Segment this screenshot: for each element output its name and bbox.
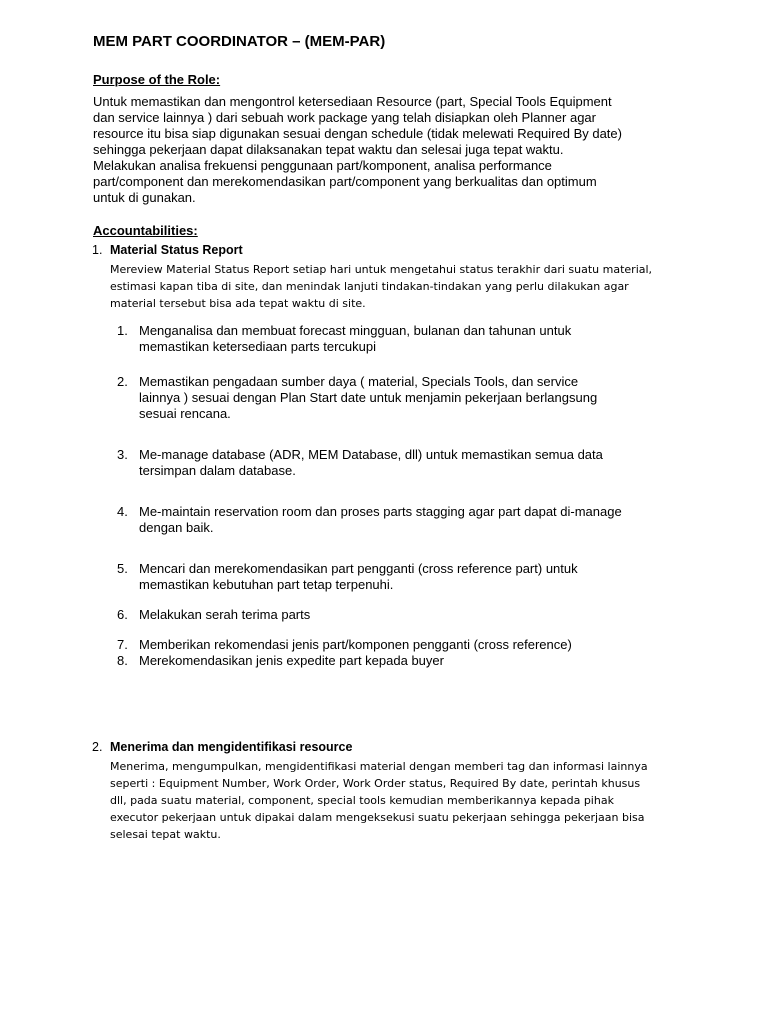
list-item-line: Merekomendasikan jenis expedite part kepada buyer [139,653,444,668]
purpose-line: untuk di gunakan. [93,190,196,205]
list-item-line: memastikan ketersediaan parts tercukupi [139,339,377,354]
purpose-paragraph [93,94,683,206]
list-item-line: dengan baik. [139,520,214,535]
list-item-number: 5. [117,561,128,576]
description-line: estimasi kapan tiba di site, dan menindak lanjuti tindakan-tindakan yang perlu dilakukan agar [110,280,629,293]
list-item [117,653,675,669]
purpose-line: resource itu bisa siap digunakan sesuai dengan schedule (tidak melewati Required By date) [93,126,622,141]
description-line: dll, pada suatu material, component, special tools kemudian memberikannya kepada pihak [110,794,614,807]
accountability-item-title [92,740,352,754]
accountability-number: 2. [92,740,103,754]
description-line: material tersebut bisa ada tepat waktu di site. [110,297,366,310]
list-item-number: 7. [117,637,128,652]
list-item-number: 3. [117,447,128,462]
list-item [117,561,675,593]
list-item [117,504,675,536]
purpose-line: sehingga pekerjaan dapat dilaksanakan tepat waktu dan selesai juga tepat waktu. [93,142,564,157]
list-item-line: memastikan kebutuhan part tetap terpenuhi. [139,577,394,592]
list-item-line: Me-manage database (ADR, MEM Database, dll) untuk memastikan semua data [139,447,603,462]
list-item-line: Menganalisa dan membuat forecast mingguan, bulanan dan tahunan untuk [139,323,572,338]
list-item-line: lainnya ) sesuai dengan Plan Start date untuk menjamin pekerjaan berlangsung [139,390,598,405]
description-line: executor pekerjaan untuk dipakai dalam mengeksekusi suatu pekerjaan sehingga pekerjaan bisa [110,811,645,824]
accountability-number: 1. [92,243,103,257]
description-line: Mereview Material Status Report setiap hari untuk mengetahui status terakhir dari suatu material, [110,263,653,276]
accountability-title: Menerima dan mengidentifikasi resource [110,740,353,754]
list-item-number: 8. [117,653,128,668]
purpose-heading: Purpose of the Role: [93,72,221,87]
list-item [117,447,675,479]
list-item [117,323,675,355]
accountability-description [110,758,685,843]
purpose-line: Untuk memastikan dan mengontrol ketersediaan Resource (part, Special Tools Equipment [93,94,612,109]
list-item-line: Me-maintain reservation room dan proses parts stagging agar part dapat di-manage [139,504,622,519]
list-item-line: Melakukan serah terima parts [139,607,311,622]
sub-task-list [117,323,675,673]
list-item-line: Memberikan rekomendasi jenis part/komponen pengganti (cross reference) [139,637,572,652]
list-item-number: 4. [117,504,128,519]
description-line: Menerima, mengumpulkan, mengidentifikasi material dengan memberi tag dan informasi lainnya [110,760,648,773]
description-line: selesai tepat waktu. [110,828,221,841]
accountability-title: Material Status Report [110,243,243,257]
list-item-line: sesuai rencana. [139,406,231,421]
accountability-description [110,261,685,312]
list-item-number: 1. [117,323,128,338]
list-item [117,607,675,623]
document-title: MEM PART COORDINATOR – (MEM-PAR) [93,33,386,50]
list-item-number: 6. [117,607,128,622]
accountability-item-title [92,243,243,257]
purpose-line: part/component dan merekomendasikan part/component yang berkualitas dan optimum [93,174,597,189]
list-item-number: 2. [117,374,128,389]
description-line: seperti : Equipment Number, Work Order, Work Order status, Required By date, perintah khusus [110,777,641,790]
list-item [117,637,675,653]
purpose-line: Melakukan analisa frekuensi penggunaan part/komponent, analisa performance [93,158,552,173]
list-item-line: Memastikan pengadaan sumber daya ( material, Specials Tools, dan service [139,374,579,389]
list-item-line: tersimpan dalam database. [139,463,296,478]
list-item [117,374,675,422]
purpose-line: dan service lainnya ) dari sebuah work package yang telah disiapkan oleh Planner agar [93,110,596,125]
accountabilities-heading: Accountabilities: [93,223,198,238]
list-item-line: Mencari dan merekomendasikan part pengganti (cross reference part) untuk [139,561,578,576]
